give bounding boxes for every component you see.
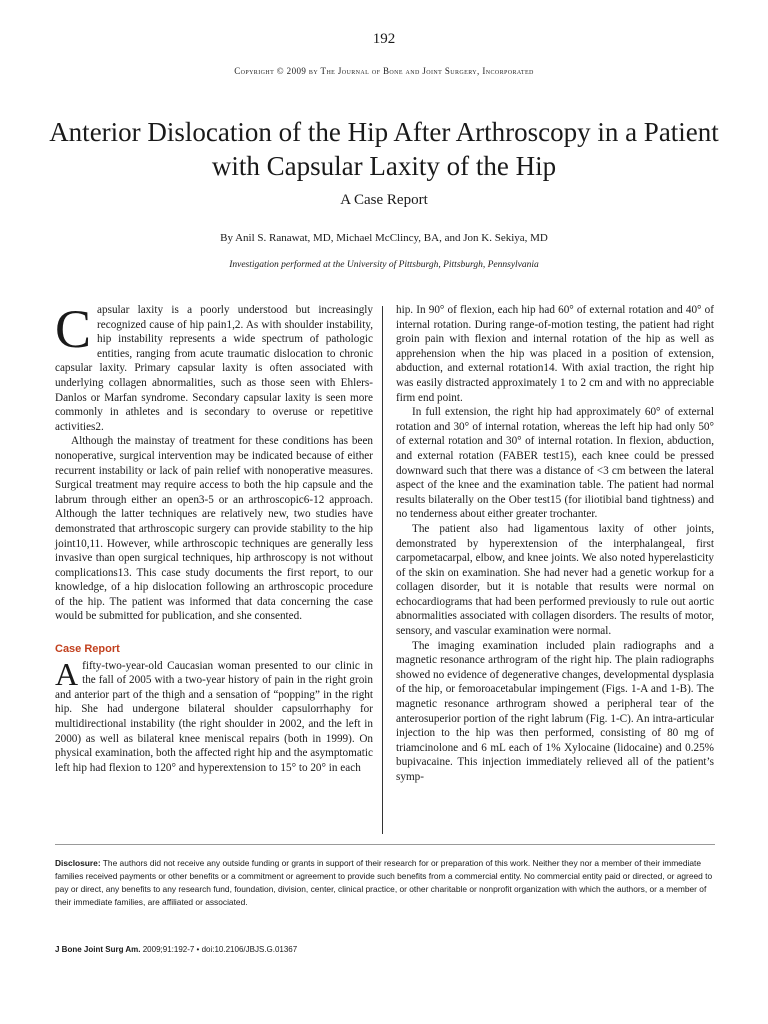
disclosure-divider xyxy=(55,844,715,845)
intro-p1-text: apsular laxity is a poorly understood but increasingly recognized cause of hip pain1,2. As with shoulder instability, hip instability represents a wide spectrum of pathologic entities, ranging from acute traumatic dislocation to chronic capsular laxity. Primary capsular laxity is often associated with underlying collagen abnormalities, such as those seen with Ehlers-Danlos or Marfan syndrome. Secondary capsular laxity is seen more commonly in athletes and is secondary to overuse or repetitive activities2. xyxy=(55,304,373,433)
institution-line: Investigation performed at the University of Pittsburgh, Pittsburgh, Pennsylvania xyxy=(229,260,539,270)
case-report-heading: Case Report xyxy=(55,643,120,656)
disclosure-block xyxy=(55,857,715,909)
right-paragraph-1: hip. In 90° of flexion, each hip had 60° of external rotation and 40° of internal rotation. During range-of-motion testing, the patient had right groin pain with flexion and internal rotation of the hip as well as apprehension when the hip was placed in a position of extension, abduction, and external rotation14. With axial traction, the right hip was easily distracted approximately 1 to 2 cm and with no appreciable firm end point. xyxy=(396,304,714,404)
citation-text: 2009;91:192-7 • doi:10.2106/JBJS.G.01367 xyxy=(140,945,298,954)
dropcap-a: A xyxy=(55,655,79,692)
right-paragraph-3: The patient also had ligamentous laxity of other joints, demonstrated by hyperextension of the interphalangeal, first carpometacarpal, elbow, and knee joints. We also noted hyperelasticity of the skin on examination. She had never had a genetic workup for a collagen disorder, but it is notable that results were normal on echocardiograms that had been performed previously to rule out aortic abnormalities associated with collagen disorders. The results of motor, sensory, and vascular examination were normal. xyxy=(396,522,714,638)
disclosure-text: The authors did not receive any outside funding or grants in support of their research for or preparation of this work. Neither they nor a member of their immediate families received payments or other benefits or a commitment or agreement to provide such benefits from a commercial entity. No commercial entity paid or directed, or agreed to pay or direct, any benefits to any research fund, foundation, division, center, clinical practice, or other charitable or nonprofit organization with which the authors, or a member of their immediate families, are affiliated or associated. xyxy=(55,858,713,907)
right-paragraph-4: The imaging examination included plain radiographs and a magnetic resonance arthrogram of the right hip. The plain radiographs showed no evidence of degenerative changes, developmental dysplasia of the hip, or femoroacetabular impingement (Figs. 1-A and 1-B). The magnetic resonance arthrogram showed a peripheral tear of the anterosuperior portion of the right labrum (Fig. 1-C). An intra-articular injection to the hip was then performed, consisting of 80 mg of triamcinolone and 6 mL each of 1% Xylocaine (lidocaine) and 0.25% bupivacaine. This injection immediately relieved all of the patient’s symp- xyxy=(396,639,714,783)
copyright-line: Copyright © 2009 by The Journal of Bone and Joint Surgery, Incorporated xyxy=(234,66,534,76)
article-subtitle: A Case Report xyxy=(340,192,428,208)
intro-paragraph-2: Although the mainstay of treatment for these conditions has been nonoperative, surgical intervention may be indicated because of either recurrent instability or lack of pain relief with nonoperative measures. Surgical treatment may require access to both the hip capsule and the labrum through either an open3-5 or an arthroscopic6-12 approach. Although the latter techniques are relatively new, two studies have demonstrated that arthroscopic surgery can provide stability to the hip joint10,11. However, while arthroscopic techniques are generally less invasive than open surgical techniques, hip arthroscopy is not without complications13. This case study documents the first report, to our knowledge, of a hip dislocation following an arthroscopic procedure of the hip. The patient was informed that data concerning the case would be submitted for publication, and she consented. xyxy=(55,435,373,623)
intro-paragraph-1 xyxy=(55,299,373,434)
journal-abbrev: J Bone Joint Surg Am. xyxy=(55,945,141,954)
citation-footer xyxy=(55,945,297,954)
disclosure-label: Disclosure: xyxy=(55,858,101,868)
right-column xyxy=(396,303,714,785)
right-paragraph-2: In full extension, the right hip had approximately 60° of external rotation and 30° of internal rotation, whereas the left hip had only 50° of external rotation and 30° of internal rotation. In flexion, abduction, and external rotation (FABER test15), each knee could be pressed downward such that there was a distance of <3 cm between the lateral aspect of the knee and the examination table. The patient had normal results bilaterally on the Ober test15 (for iliotibial band tightness) and no tenderness about either greater trochanter. xyxy=(396,406,714,521)
author-line: By Anil S. Ranawat, MD, Michael McClincy, BA, and Jon K. Sekiya, MD xyxy=(220,232,548,244)
column-divider xyxy=(382,306,383,834)
page-number: 192 xyxy=(372,31,396,47)
dropcap-c: C xyxy=(55,299,92,359)
left-column xyxy=(55,299,373,775)
case-report-paragraph-1 xyxy=(55,655,373,776)
article-title: Anterior Dislocation of the Hip After Arthroscopy in a Patient with Capsular Laxity of the Hip xyxy=(49,117,719,181)
case-report-p1-text: fifty-two-year-old Caucasian woman presented to our clinic in the fall of 2005 with a two-year history of pain in the right groin and anterior part of the thigh and a sensation of “popping” in the right hip. She had undergone bilateral shoulder capsulorrhaphy for multidirectional instability (the right shoulder in 2002, and the left in 2000) as well as bilateral knee meniscal repairs (both in 1999). On physical examination, both the affected right hip and the asymptomatic left hip had flexion to 120° and hyperextension to 15° to 20° in each xyxy=(55,659,373,774)
